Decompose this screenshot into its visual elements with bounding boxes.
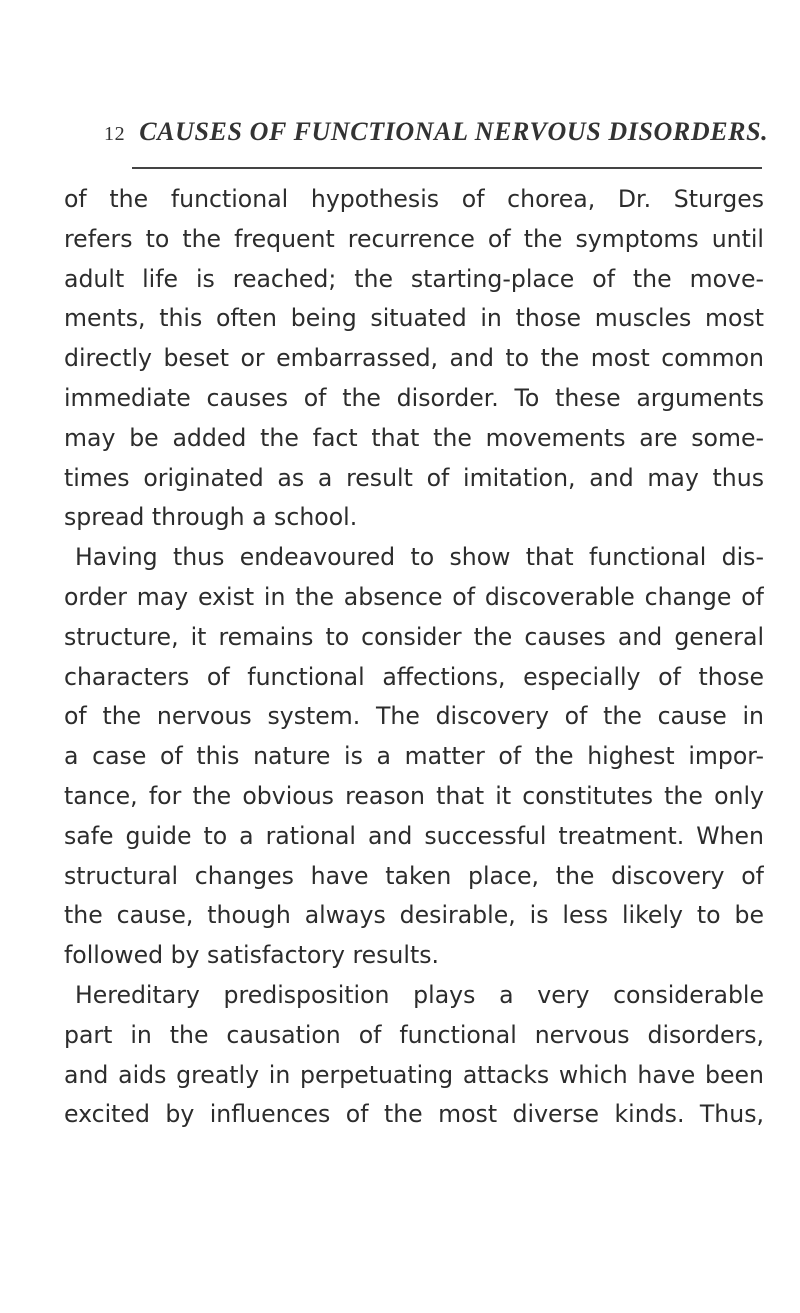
text-line: refers to the frequent recurrence of the symptoms until <box>64 224 764 253</box>
text-line: times originated as a result of imitation, and may thus <box>64 463 764 492</box>
text-line: adult life is reached; the starting-place of the move- <box>64 264 764 293</box>
text-line: directly beset or embarrassed, and to the most common <box>64 344 764 373</box>
text-line: followed by satisfactory results. <box>64 941 439 970</box>
paragraph-start-line: Hereditary predisposition plays a very considerable <box>75 980 764 1009</box>
text-line: structure, it remains to consider the causes and general <box>64 622 764 651</box>
text-line: ments, this often being situated in those muscles most <box>64 304 764 333</box>
text-line: of the nervous system. The discovery of the cause in <box>64 702 764 731</box>
text-line: and aids greatly in perpetuating attacks which have been <box>64 1060 764 1089</box>
text-line: excited by influences of the most diverse kinds. Thus, <box>64 1100 764 1129</box>
text-line: safe guide to a rational and successful treatment. When <box>64 821 764 850</box>
text-line: may be added the fact that the movements are some- <box>64 423 764 452</box>
text-line: spread through a school. <box>64 503 358 532</box>
text-line: a case of this nature is a matter of the highest impor- <box>64 742 764 771</box>
running-head <box>104 117 769 151</box>
text-line: the cause, though always desirable, is less likely to be <box>64 901 764 930</box>
text-line: order may exist in the absence of discoverable change of <box>64 582 764 611</box>
text-line: characters of functional affections, especially of those <box>64 662 764 691</box>
text-line: immediate causes of the disorder. To these arguments <box>64 383 764 412</box>
body-text <box>64 180 764 1135</box>
text-line: tance, for the obvious reason that it constitutes the only <box>64 781 764 810</box>
text-line: of the functional hypothesis of chorea, Dr. Sturges <box>64 185 764 213</box>
page-number: 12 <box>104 123 126 145</box>
text-line: structural changes have taken place, the discovery of <box>64 861 764 890</box>
paragraph-start-line: Having thus endeavoured to show that functional dis- <box>75 543 764 572</box>
header-rule <box>132 167 762 169</box>
text-line: part in the causation of functional nervous disorders, <box>64 1020 764 1049</box>
running-title: CAUSES OF FUNCTIONAL NERVOUS DISORDERS. <box>139 117 769 146</box>
